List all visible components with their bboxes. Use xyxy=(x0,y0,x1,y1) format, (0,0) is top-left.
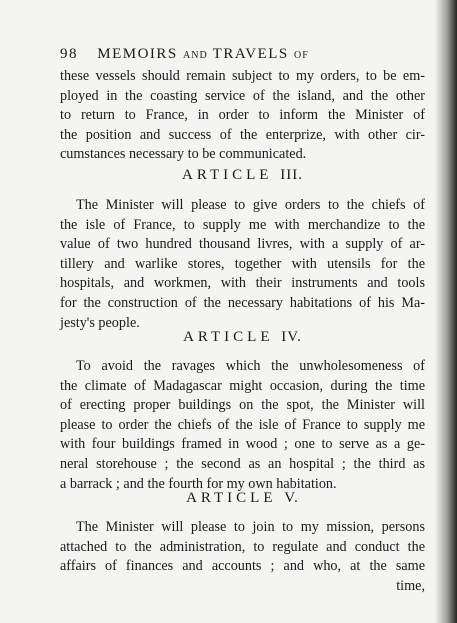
page-number: 98 xyxy=(60,46,78,62)
article-4-heading xyxy=(60,329,425,346)
article-label: ARTICLE xyxy=(182,167,273,183)
text-line: hospitals, and workmen, with their instruments and tools xyxy=(60,275,425,292)
header-title-and: AND xyxy=(183,50,208,61)
text-line: tillery and warlike stores, together with utensils for the xyxy=(60,255,425,272)
article-3-body xyxy=(60,196,425,333)
text-line: time, xyxy=(396,577,425,594)
text-line: a barrack ; and the fourth for my own habitation. xyxy=(60,475,337,492)
text-line: The Minister will please to join to my mission, persons xyxy=(76,519,425,535)
header-title-memoirs: MEMOIRS xyxy=(97,46,178,62)
text-line: attached to the administration, to regulate and conduct the xyxy=(60,538,425,555)
text-line: ployed in the coasting service of the island, and the other xyxy=(60,87,425,104)
text-line: the climate of Madagascar might occasion, during the time xyxy=(60,377,425,394)
text-line: cumstances necessary to be communicated. xyxy=(60,146,307,163)
text-line: for the construction of the necessary habitations of his Ma- xyxy=(60,294,425,311)
text-line: neral storehouse ; the second as an hospital ; the third as xyxy=(60,455,425,472)
page-gutter-shadow xyxy=(435,0,457,623)
article-4-body xyxy=(60,357,425,494)
article-5-heading xyxy=(60,490,425,507)
text-line: the isle of France, to supply me with merchandize to the xyxy=(60,216,425,233)
text-line: the position and success of the enterprize, with other cir- xyxy=(60,126,425,143)
article-label: ARTICLE xyxy=(183,329,274,345)
header-title-of: OF xyxy=(294,50,309,61)
text-line: The Minister will please to give orders to the chiefs of xyxy=(76,197,425,213)
article-5-body xyxy=(60,518,425,596)
article-3-heading xyxy=(60,167,425,184)
text-line: To avoid the ravages which the unwholesomeness of xyxy=(76,358,425,374)
text-line: affairs of finances and accounts ; and who, at the same xyxy=(60,558,425,575)
article-label: ARTICLE xyxy=(186,490,277,506)
text-line: to return to France, in order to inform the Minister of xyxy=(60,107,425,124)
header-title-travels: TRAVELS xyxy=(212,46,289,62)
paragraph-continuation xyxy=(60,67,425,165)
text-line: jesty's people. xyxy=(60,314,140,331)
text-line: value of two hundred thousand livres, with a supply of ar- xyxy=(60,236,425,253)
text-line: of erecting proper buildings on the spot, the Minister will xyxy=(60,397,425,414)
article-number: III. xyxy=(280,167,303,183)
article-number: V. xyxy=(284,490,299,506)
text-line: please to order the chiefs of the isle of France to supply me xyxy=(60,416,425,433)
article-number: IV. xyxy=(281,329,302,345)
running-header xyxy=(60,46,420,63)
text-line: these vessels should remain subject to my orders, to be em- xyxy=(60,68,425,84)
text-line: with four buildings framed in wood ; one to serve as a ge- xyxy=(60,436,425,453)
